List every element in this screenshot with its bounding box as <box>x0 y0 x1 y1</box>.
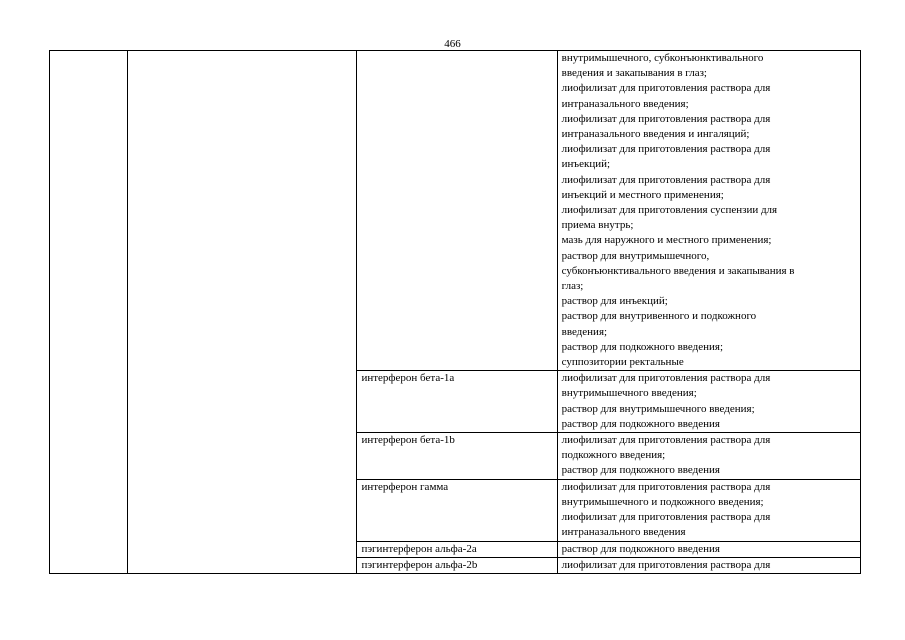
dosage-form-line: интраназального введения; <box>561 97 689 110</box>
dosage-form-line: лиофилизат для приготовления раствора для <box>561 511 771 524</box>
drug-table <box>49 50 861 574</box>
drug-name-cell <box>357 541 557 557</box>
dosage-form-line: лиофилизат для приготовления раствора для <box>561 112 771 125</box>
dosage-forms-cell <box>557 479 860 541</box>
dosage-form-line: интраназального введения <box>561 526 686 539</box>
dosage-form-line: внутримышечного и подкожного введения; <box>561 495 764 508</box>
dosage-form-line: раствор для подкожного введения <box>561 542 720 555</box>
page-number: 466 <box>444 38 461 50</box>
dosage-form-line: инъекций и местного применения; <box>561 188 724 201</box>
dosage-form-line: раствор для внутривенного и подкожного <box>561 310 757 323</box>
dosage-form-line: приема внутрь; <box>561 219 634 232</box>
dosage-form-line: субконъюнктивального введения и закапывания в <box>561 264 795 277</box>
dosage-form-line: лиофилизат для приготовления раствора для <box>561 434 771 447</box>
dosage-form-line: лиофилизат для приготовления раствора для <box>561 372 771 385</box>
dosage-form-line: раствор для внутримышечного введения; <box>561 402 755 415</box>
dosage-form-line: глаз; <box>561 280 584 293</box>
drug-name-cell <box>357 433 557 480</box>
table-row <box>50 51 861 371</box>
drug-name-cell <box>357 51 557 371</box>
dosage-forms-cell <box>557 541 860 557</box>
drug-name: интерферон гамма <box>361 480 449 493</box>
drug-name: пэгинтерферон альфа-2a <box>361 542 477 555</box>
dosage-form-line: раствор для подкожного введения; <box>561 340 724 353</box>
dosage-form-line: введения и закапывания в глаз; <box>561 67 707 80</box>
dosage-form-line: лиофилизат для приготовления раствора для <box>561 558 771 571</box>
drug-name: интерферон бета-1a <box>361 372 455 385</box>
dosage-forms-cell <box>557 433 860 480</box>
drug-name-cell <box>357 371 557 433</box>
drug-name: пэгинтерферон альфа-2b <box>361 558 478 571</box>
drug-name-cell <box>357 479 557 541</box>
dosage-form-line: внутримышечного, субконъюнктивального <box>561 52 764 64</box>
dosage-form-line: суппозитории ректальные <box>561 356 684 369</box>
dosage-form-line: раствор для подкожного введения <box>561 464 720 477</box>
dosage-form-line: интраназального введения и ингаляций; <box>561 128 750 141</box>
dosage-form-line: подкожного введения; <box>561 449 666 462</box>
dosage-form-line: лиофилизат для приготовления суспензии для <box>561 204 778 217</box>
dosage-form-line: лиофилизат для приготовления раствора для <box>561 82 771 95</box>
dosage-forms-cell <box>557 51 860 371</box>
group-name-cell <box>127 51 357 574</box>
drug-name-cell <box>357 557 557 573</box>
dosage-form-line: лиофилизат для приготовления раствора для <box>561 480 771 493</box>
dosage-forms-cell <box>557 557 860 573</box>
drug-name: интерферон бета-1b <box>361 434 455 447</box>
dosage-form-line: внутримышечного введения; <box>561 387 697 400</box>
dosage-form-line: лиофилизат для приготовления раствора для <box>561 173 771 186</box>
dosage-forms-cell <box>557 371 860 433</box>
dosage-form-line: лиофилизат для приготовления раствора для <box>561 143 771 156</box>
dosage-form-line: раствор для инъекций; <box>561 295 668 308</box>
dosage-form-line: инъекций; <box>561 158 611 171</box>
dosage-form-line: введения; <box>561 325 608 338</box>
dosage-form-line: раствор для подкожного введения <box>561 417 720 430</box>
dosage-form-line: мазь для наружного и местного применения; <box>561 234 772 247</box>
dosage-form-line: раствор для внутримышечного, <box>561 249 710 262</box>
atc-code-cell <box>50 51 128 574</box>
